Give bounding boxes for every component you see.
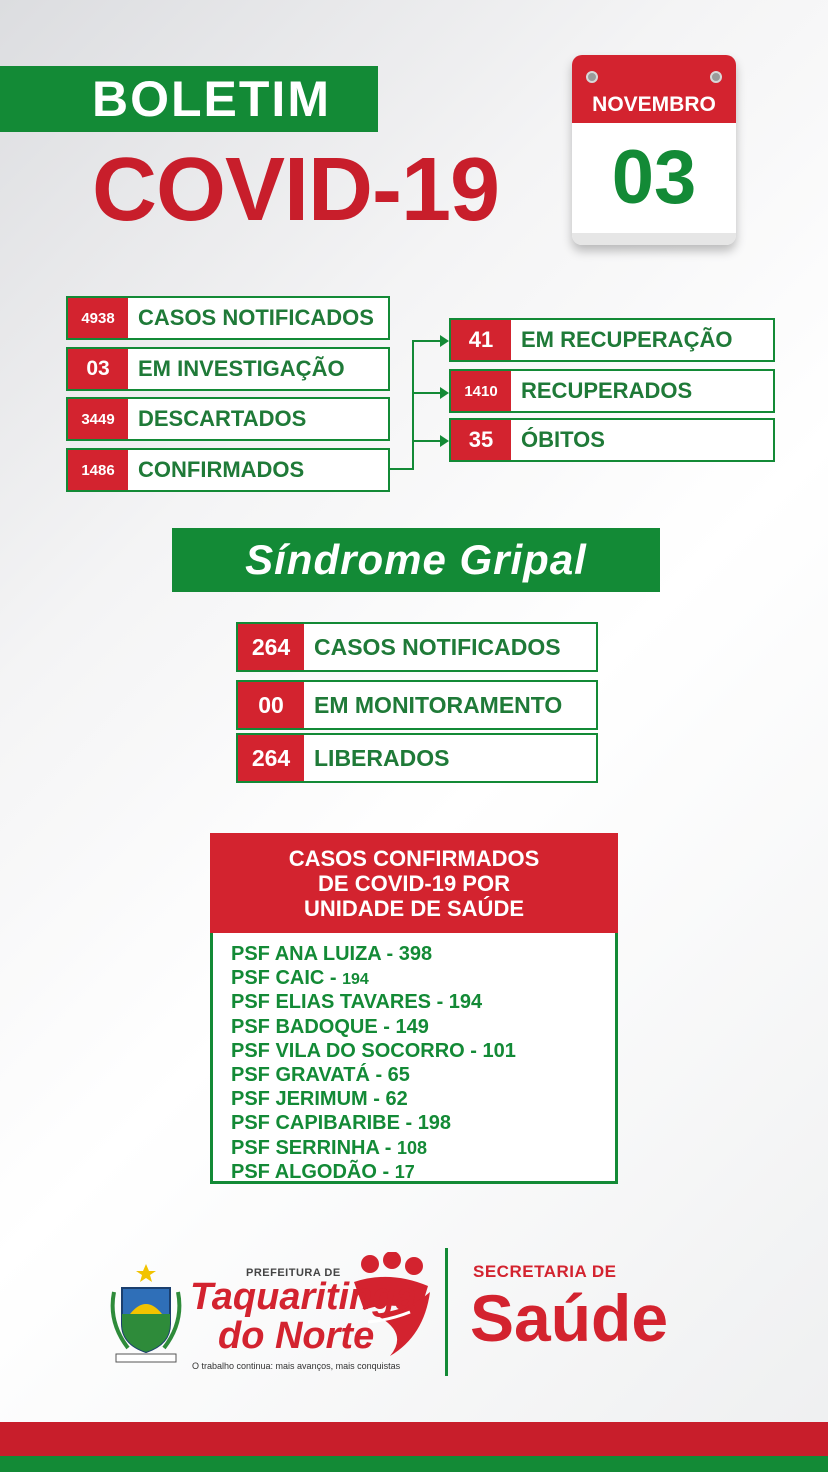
gripal-casos-notificados xyxy=(236,622,598,672)
unit-name: PSF VILA DO SOCORRO - xyxy=(231,1039,483,1062)
list-item xyxy=(231,1040,615,1064)
date-calendar xyxy=(572,55,736,245)
stat-label: EM RECUPERAÇÃO xyxy=(521,327,733,352)
unit-name: PSF CAPIBARIBE - xyxy=(231,1112,418,1135)
gripal-em-monitoramento xyxy=(236,680,598,730)
list-item xyxy=(231,1112,615,1136)
unit-name: PSF BADOQUE - xyxy=(231,1015,396,1038)
boletim-label: BOLETIM xyxy=(92,71,331,127)
prefeitura-slogan: O trabalho continua: mais avanços, mais conquistas xyxy=(192,1361,401,1371)
unit-count: 194 xyxy=(448,991,483,1014)
stat-value: 1486 xyxy=(68,450,128,490)
municipal-coat-of-arms-icon xyxy=(106,1262,186,1366)
units-heading-line: CASOS CONFIRMADOS xyxy=(288,845,540,871)
unit-count: 398 xyxy=(398,943,433,965)
unit-name: PSF GRAVATÁ - xyxy=(231,1064,388,1087)
list-item xyxy=(231,967,615,991)
calendar-month: NOVEMBRO xyxy=(572,55,736,123)
connector-line xyxy=(412,340,414,470)
stat-value: 3449 xyxy=(68,399,128,439)
connector-line xyxy=(412,440,442,442)
calendar-base xyxy=(572,233,736,245)
calendar-day: 03 xyxy=(611,135,697,220)
list-item xyxy=(231,991,615,1015)
stat-casos-notificados xyxy=(66,296,390,340)
unit-count: 17 xyxy=(394,1161,415,1182)
stat-em-recuperacao xyxy=(449,318,775,362)
city-name-line1: Taquaritinga xyxy=(190,1276,417,1318)
stat-descartados xyxy=(66,397,390,441)
stat-value: 00 xyxy=(238,682,304,728)
boletim-banner xyxy=(0,66,378,132)
stat-value: 35 xyxy=(451,420,511,460)
stat-value: 264 xyxy=(238,624,304,670)
saude-label: Saúde xyxy=(470,1281,669,1355)
unit-count: 101 xyxy=(482,1039,516,1062)
unit-name: PSF CAIC - xyxy=(231,967,343,990)
stat-label: CONFIRMADOS xyxy=(138,457,305,482)
footer-stripe-green xyxy=(0,1456,828,1472)
unit-name: PSF ELIAS TAVARES - xyxy=(231,991,449,1014)
sindrome-gripal-banner xyxy=(172,528,660,592)
unit-count: 62 xyxy=(385,1088,408,1111)
stat-obitos xyxy=(449,418,775,462)
stat-label: DESCARTADOS xyxy=(138,406,307,431)
calendar-ring-icon xyxy=(586,71,598,83)
stat-label: CASOS NOTIFICADOS xyxy=(314,633,561,660)
stat-value: 4938 xyxy=(68,298,128,338)
units-heading-line: DE COVID-19 POR xyxy=(318,870,510,896)
unit-name: PSF ALGODÃO - xyxy=(231,1160,395,1183)
unit-count: 149 xyxy=(395,1015,429,1038)
units-heading-line: UNIDADE DE SAÚDE xyxy=(303,895,525,921)
arrow-right-icon xyxy=(440,435,449,447)
unit-count: 194 xyxy=(342,971,369,989)
page-title: COVID-19 xyxy=(92,140,500,240)
footer-divider xyxy=(445,1248,448,1376)
units-heading xyxy=(210,833,618,933)
list-item xyxy=(231,1137,615,1161)
unit-name: PSF JERIMUM - xyxy=(231,1088,386,1111)
calendar-ring-icon xyxy=(710,71,722,83)
stat-label: EM MONITORAMENTO xyxy=(314,691,563,718)
stat-label: CASOS NOTIFICADOS xyxy=(138,305,374,330)
connector-line xyxy=(390,468,412,470)
unit-name: PSF ANA LUIZA - xyxy=(231,943,399,965)
stat-value: 41 xyxy=(451,320,511,360)
stat-label: RECUPERADOS xyxy=(521,378,693,403)
prefeitura-label: PREFEITURA DE xyxy=(246,1267,341,1279)
footer-stripe-red xyxy=(0,1422,828,1456)
list-item xyxy=(231,1088,615,1112)
list-item xyxy=(231,943,615,967)
units-list xyxy=(210,933,618,1184)
connector-line xyxy=(412,392,442,394)
stat-label: ÓBITOS xyxy=(521,427,605,452)
list-item xyxy=(231,1161,615,1185)
city-name-line2: do Norte xyxy=(218,1315,375,1357)
unit-count: 108 xyxy=(396,1137,427,1158)
list-item xyxy=(231,1016,615,1040)
secretaria-label: SECRETARIA DE xyxy=(473,1262,617,1281)
stat-recuperados xyxy=(449,369,775,413)
arrow-right-icon xyxy=(440,335,449,347)
stat-confirmados xyxy=(66,448,390,492)
list-item xyxy=(231,1064,615,1088)
arrow-right-icon xyxy=(440,387,449,399)
stat-em-investigacao xyxy=(66,347,390,391)
stat-label: LIBERADOS xyxy=(314,744,450,771)
stat-value: 03 xyxy=(68,349,128,389)
connector-line xyxy=(412,340,442,342)
unit-count: 198 xyxy=(417,1112,452,1135)
stat-label: EM INVESTIGAÇÃO xyxy=(138,356,345,381)
sindrome-gripal-title: Síndrome Gripal xyxy=(245,536,587,583)
stat-value: 264 xyxy=(238,735,304,781)
unit-count: 65 xyxy=(387,1064,410,1087)
gripal-liberados xyxy=(236,733,598,783)
unit-name: PSF SERRINHA - xyxy=(231,1136,397,1159)
stat-value: 1410 xyxy=(451,371,511,411)
